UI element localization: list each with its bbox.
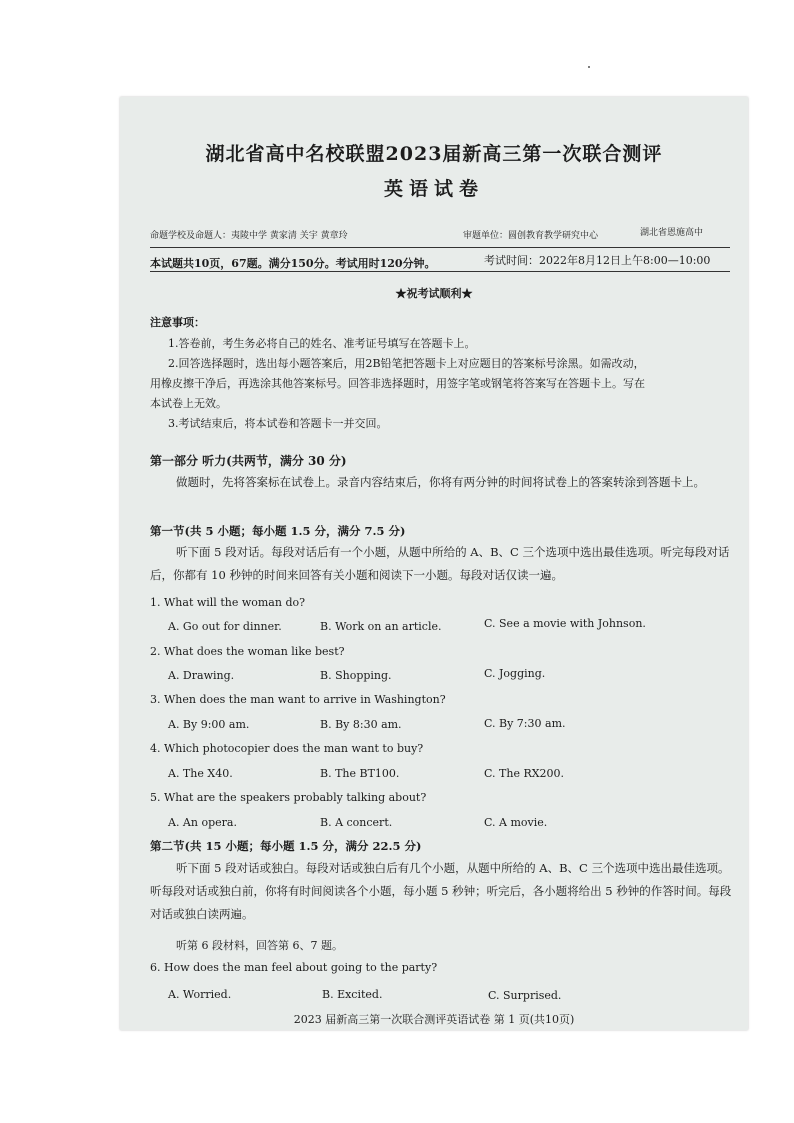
part1-heading: 第一部分 听力(共两节，满分 30 分) — [150, 454, 347, 468]
question-1: 1. What will the woman do? — [150, 596, 306, 609]
note-3: 3.考试结束后，将本试卷和答题卡一并交回。 — [168, 417, 388, 430]
note-1: 1.答卷前，考生务必将自己的姓名、准考证号填写在答题卡上。 — [168, 337, 476, 350]
q3-option-c: C. By 7:30 am. — [484, 717, 566, 730]
question-2: 2. What does the woman like best? — [150, 645, 345, 658]
q6-option-a: A. Worried. — [168, 988, 232, 1001]
section1-instruction — [150, 541, 734, 587]
exam-title: 湖北省高中名校联盟2023届新高三第一次联合测评 — [205, 143, 663, 165]
q2-option-c: C. Jogging. — [484, 667, 546, 680]
q1-option-b: B. Work on an article. — [320, 620, 442, 633]
speck — [588, 66, 590, 68]
q1-option-c: C. See a movie with Johnson. — [484, 617, 646, 630]
review-unit: 审题单位：圆创教育教学研究中心 — [463, 231, 599, 241]
info-rule — [150, 271, 730, 272]
q5-option-c: C. A movie. — [484, 816, 548, 829]
note-2-line1: 2.回答选择题时，选出每小题答案后，用2B铅笔把答题卡上对应题目的答案标号涂黑。如需改动， — [168, 357, 645, 370]
q5-option-a: A. An opera. — [168, 816, 237, 829]
part1-instruction-text: 做题时，先将答案标在试卷上。录音内容结束后，你将有两分钟的时间将试卷上的答案转涂到答题卡上。 — [176, 475, 705, 489]
q3-option-a: A. By 9:00 am. — [168, 718, 250, 731]
part1-instruction — [150, 471, 734, 494]
exam-subject: 英语试卷 — [383, 178, 484, 200]
q4-option-c: C. The RX200. — [484, 767, 565, 780]
q4-option-a: A. The X40. — [168, 767, 233, 780]
section2-instruction-text: 听下面 5 段对话或独白。每段对话或独白后有几个小题，从题中所给的 A、B、C 三个选项中选出最佳选项。听每段对话或独白前，你将有时间阅读各个小题，每小题 5 秒钟；听完后，各小题将给出 5 秒钟的作答时间。每段对话或独白读两遍。 — [150, 861, 732, 921]
proposition-info: 命题学校及命题人：夷陵中学 黄家清 关宇 黄章玲 — [150, 231, 348, 241]
note-2-line3: 本试卷上无效。 — [150, 397, 227, 410]
school-name: 湖北省恩施高中 — [640, 228, 704, 238]
material-6-note: 听第 6 段材料，回答第 6、7 题。 — [176, 939, 343, 952]
question-5: 5. What are the speakers probably talking about? — [150, 791, 427, 804]
exam-time: 考试时间：2022年8月12日上午8:00—10:00 — [484, 254, 711, 267]
notes-heading: 注意事项： — [150, 316, 205, 329]
section2-heading: 第二节(共 15 小题；每小题 1.5 分，满分 22.5 分) — [150, 839, 422, 853]
exam-paper — [120, 97, 748, 1030]
q6-option-c: C. Surprised. — [488, 989, 562, 1002]
question-4: 4. Which photocopier does the man want to buy? — [150, 742, 424, 755]
question-6: 6. How does the man feel about going to the party? — [150, 961, 438, 974]
q6-option-b: B. Excited. — [322, 988, 383, 1001]
q4-option-b: B. The BT100. — [320, 767, 400, 780]
question-3: 3. When does the man want to arrive in Washington? — [150, 693, 446, 706]
exam-info: 本试题共10页，67题。满分150分。考试用时120分钟。 — [150, 257, 436, 270]
q2-option-a: A. Drawing. — [168, 669, 235, 682]
section1-instruction-text: 听下面 5 段对话。每段对话后有一个小题，从题中所给的 A、B、C 三个选项中选出最佳选项。听完每段对话后，你都有 10 秒钟的时间来回答有关小题和阅读下一小题。每段对话仅读一遍。 — [150, 545, 730, 582]
section1-heading: 第一节(共 5 小题；每小题 1.5 分，满分 7.5 分) — [150, 524, 406, 538]
q2-option-b: B. Shopping. — [320, 669, 392, 682]
page-footer: 2023 届新高三第一次联合测评英语试卷 第 1 页(共10页) — [293, 1013, 575, 1026]
good-luck: ★祝考试顺利★ — [395, 287, 473, 300]
note-2-line2: 用橡皮擦干净后，再选涂其他答案标号。回答非选择题时，用签字笔或钢笔将答案写在答题卡上。写在 — [150, 377, 645, 390]
header-rule — [150, 247, 730, 248]
section2-instruction — [150, 857, 734, 926]
q1-option-a: A. Go out for dinner. — [168, 620, 282, 633]
q3-option-b: B. By 8:30 am. — [320, 718, 402, 731]
q5-option-b: B. A concert. — [320, 816, 393, 829]
